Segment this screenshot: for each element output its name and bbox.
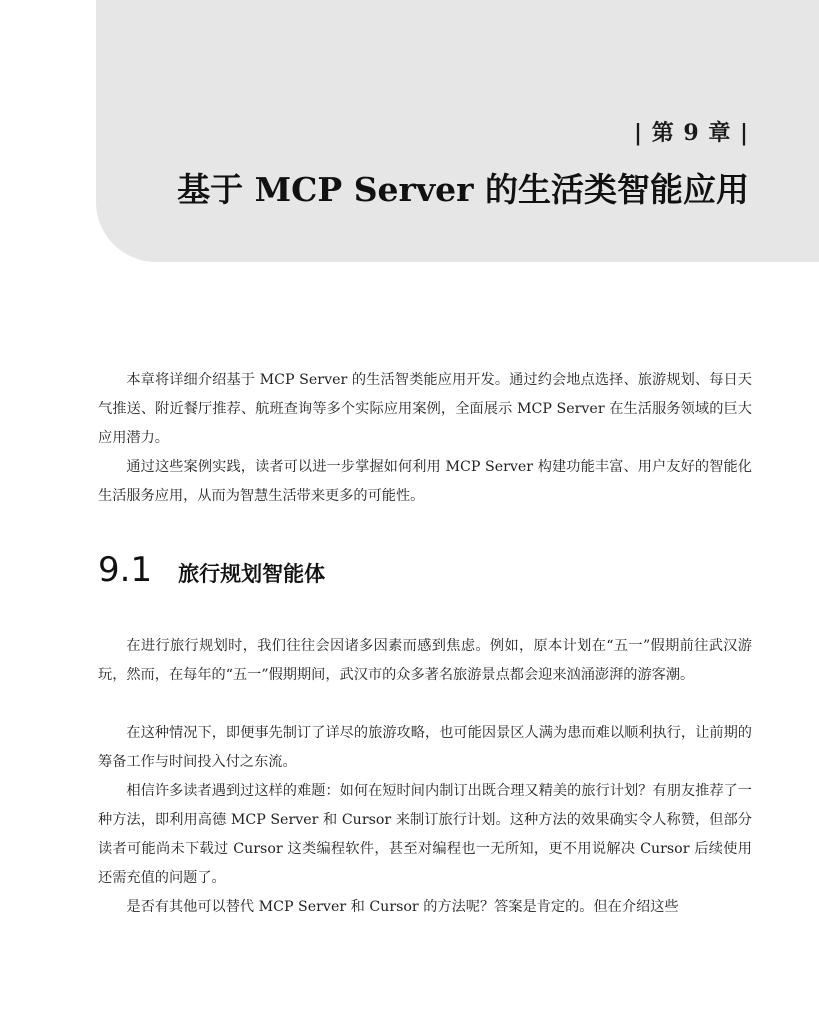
- chapter-banner: [96, 0, 819, 262]
- section-heading: [98, 550, 325, 590]
- body-paragraph-3: 相信许多读者遇到过这样的难题：如何在短时间内制订出既合理又精美的旅行计划？有朋友推荐了一种方法，即利用高德 MCP Server 和 Cursor 来制订旅行计划。这种方法的效果确实令人称赞，但部分读者可能尚未下载过 Cursor 这类编程软件，甚至对编程也一无所知，更不用说解决 Cursor 后续使用还需充值的问题了。: [98, 783, 752, 886]
- body-paragraph-2: 在这种情况下，即便事先制订了详尽的旅游攻略，也可能因景区人满为患而难以顺利执行，让前期的筹备工作与时间投入付之东流。: [98, 725, 752, 770]
- section-title: 旅行规划智能体: [178, 561, 326, 586]
- body-paragraph-4: 是否有其他可以替代 MCP Server 和 Cursor 的方法呢？答案是肯定的。但在介绍这些: [126, 899, 679, 915]
- chapter-label: | 第 9 章 |: [634, 120, 749, 146]
- chapter-title: 基于 MCP Server 的生活类智能应用: [177, 170, 749, 209]
- body-paragraph-1: 在进行旅行规划时，我们往往会因诸多因素而感到焦虑。例如，原本计划在“五一”假期前往武汉游玩，然而，在每年的“五一”假期期间，武汉市的众多著名旅游景点都会迎来汹涌澎湃的游客潮。: [98, 638, 752, 683]
- intro-paragraph-1: 本章将详细介绍基于 MCP Server 的生活智类能应用开发。通过约会地点选择、旅游规划、每日天气推送、附近餐厅推荐、航班查询等多个实际应用案例，全面展示 MCP Server 在生活服务领域的巨大应用潜力。: [98, 372, 752, 446]
- section-number: 9.1: [98, 550, 153, 590]
- intro-paragraph-2: 通过这些案例实践，读者可以进一步掌握如何利用 MCP Server 构建功能丰富、用户友好的智能化生活服务应用，从而为智慧生活带来更多的可能性。: [98, 459, 752, 504]
